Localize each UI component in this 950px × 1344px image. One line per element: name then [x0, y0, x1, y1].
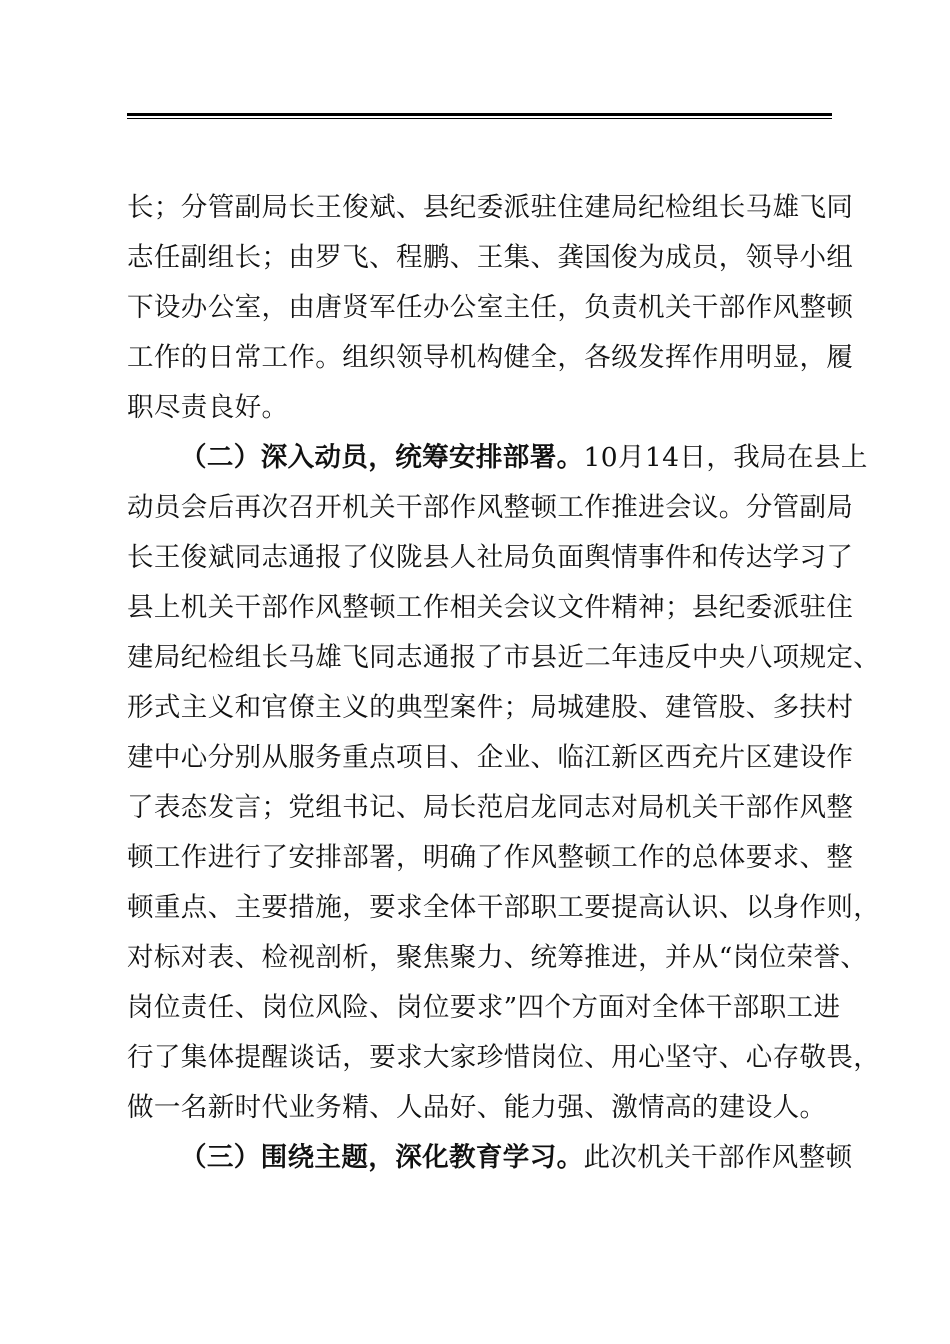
text-line: 工作的日常工作。组织领导机构健全，各级发挥作用明显，履: [127, 342, 854, 373]
text-line: 动员会后再次召开机关干部作风整顿工作推进会议。分管副局: [127, 492, 854, 523]
text-line: 做一名新时代业务精、人品好、能力强、激情高的建设人。: [127, 1092, 827, 1123]
text-line: 了表态发言；党组书记、局长范启龙同志对局机关干部作风整: [127, 792, 854, 823]
paragraph-education: [127, 1133, 853, 1183]
text-line: 岗位责任、岗位风险、岗位要求”四个方面对全体干部职工进: [127, 992, 841, 1023]
section-heading-3: （三）围绕主题，深化教育学习。: [180, 1142, 584, 1173]
text-line: 长王俊斌同志通报了仪陇县人社局负面舆情事件和传达学习了: [127, 542, 854, 573]
text-line: 建局纪检组长马雄飞同志通报了市县近二年违反中央八项规定、: [127, 642, 881, 673]
paragraph-leadership-group: [127, 183, 854, 433]
header-rule-thick: [127, 113, 832, 116]
text-line: 顿工作进行了安排部署，明确了作风整顿工作的总体要求、整: [127, 842, 854, 873]
text-line: 行了集体提醒谈话，要求大家珍惜岗位、用心坚守、心存敬畏，: [127, 1042, 881, 1073]
text-line: 建中心分别从服务重点项目、企业、临江新区西充片区建设作: [127, 742, 854, 773]
document-body: [127, 183, 881, 1183]
paragraph-mobilization: [127, 433, 881, 1133]
text-line-with-heading: [127, 433, 868, 483]
text-line: 对标对表、检视剖析，聚焦聚力、统筹推进，并从“岗位荣誉、: [127, 942, 868, 973]
text-line: 顿重点、主要措施，要求全体干部职工要提高认识、以身作则，: [127, 892, 881, 923]
text-line: 长；分管副局长王俊斌、县纪委派驻住建局纪检组长马雄飞同: [127, 192, 854, 223]
text-line: 形式主义和官僚主义的典型案件；局城建股、建管股、多扶村: [127, 692, 854, 723]
header-rule-thin: [127, 118, 832, 119]
text-line: 下设办公室，由唐贤军任办公室主任，负责机关干部作风整顿: [127, 292, 854, 323]
text-line: 职尽责良好。: [127, 392, 289, 423]
text-line: 县上机关干部作风整顿工作相关会议文件精神；县纪委派驻住: [127, 592, 854, 623]
text-line: 志任副组长；由罗飞、程鹏、王集、龚国俊为成员，领导小组: [127, 242, 854, 273]
header-double-rule: [127, 113, 832, 119]
section-heading-2: （二）深入动员，统筹安排部署。: [180, 442, 584, 473]
text-line-with-heading: [127, 1133, 853, 1183]
text-run: 此次机关干部作风整顿: [583, 1142, 853, 1173]
text-run: 10月14日，我局在县上: [583, 442, 868, 473]
